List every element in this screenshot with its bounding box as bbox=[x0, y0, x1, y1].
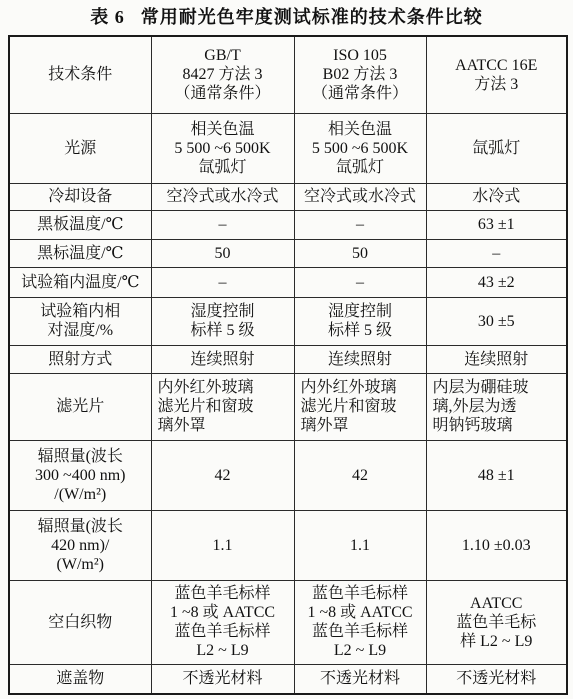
irradiation-mode-iso: 连续照射 bbox=[294, 345, 426, 373]
irradiance-420nm-aatcc: 1.10 ±0.03 bbox=[426, 510, 567, 580]
blank-fabric-iso: 蓝色羊毛标样 1 ~8 或 AATCC 蓝色羊毛标样 L2 ~ L9 bbox=[294, 580, 426, 664]
header-gbt-8427: GB/T 8427 方法 3 （通常条件） bbox=[151, 36, 294, 113]
chamber-temperature-aatcc: 43 ±2 bbox=[426, 267, 567, 297]
table-row-chamber-temperature bbox=[9, 267, 567, 297]
irradiance-300-400nm-aatcc: 48 ±1 bbox=[426, 440, 567, 510]
irradiance-420nm-gbt: 1.1 bbox=[151, 510, 294, 580]
blank-fabric-label: 空白织物 bbox=[9, 580, 151, 664]
light-source-aatcc: 氙弧灯 bbox=[426, 113, 567, 183]
irradiance-300-400nm-label: 辐照量(波长 300 ~400 nm) /(W/m²) bbox=[9, 440, 151, 510]
table-row-filter bbox=[9, 373, 567, 440]
black-panel-temperature-iso: – bbox=[294, 210, 426, 239]
chamber-temperature-label: 试验箱内温度/℃ bbox=[9, 267, 151, 297]
light-source-label: 光源 bbox=[9, 113, 151, 183]
black-standard-temperature-iso: 50 bbox=[294, 239, 426, 267]
cooling-equipment-aatcc: 水冷式 bbox=[426, 183, 567, 210]
chamber-humidity-label: 试验箱内相 对湿度/% bbox=[9, 297, 151, 345]
irradiance-300-400nm-gbt: 42 bbox=[151, 440, 294, 510]
chamber-temperature-gbt: – bbox=[151, 267, 294, 297]
table-row-irradiance-420nm bbox=[9, 510, 567, 580]
light-fastness-standards-table bbox=[8, 35, 568, 695]
blank-fabric-gbt: 蓝色羊毛标样 1 ~8 或 AATCC 蓝色羊毛标样 L2 ~ L9 bbox=[151, 580, 294, 664]
table-row-chamber-humidity bbox=[9, 297, 567, 345]
covering-aatcc: 不透光材料 bbox=[426, 664, 567, 694]
table-row-light-source bbox=[9, 113, 567, 183]
black-panel-temperature-label: 黑板温度/℃ bbox=[9, 210, 151, 239]
table-caption bbox=[0, 4, 573, 30]
irradiance-420nm-label: 辐照量(波长 420 nm)/ (W/m²) bbox=[9, 510, 151, 580]
filter-aatcc: 内层为硼硅玻 璃,外层为透 明钠钙玻璃 bbox=[426, 373, 567, 440]
cooling-equipment-gbt: 空冷式或水冷式 bbox=[151, 183, 294, 210]
table-row-cooling-equipment bbox=[9, 183, 567, 210]
filter-label: 滤光片 bbox=[9, 373, 151, 440]
black-panel-temperature-gbt: – bbox=[151, 210, 294, 239]
header-row bbox=[9, 36, 567, 113]
chamber-humidity-iso: 湿度控制 标样 5 级 bbox=[294, 297, 426, 345]
table-row-blank-fabric bbox=[9, 580, 567, 664]
table-title: 常用耐光色牢度测试标准的技术条件比较 bbox=[140, 7, 483, 27]
header-aatcc-16e: AATCC 16E 方法 3 bbox=[426, 36, 567, 113]
table-row-black-panel-temperature bbox=[9, 210, 567, 239]
filter-iso: 内外红外玻璃 滤光片和窗玻 璃外罩 bbox=[294, 373, 426, 440]
irradiance-420nm-iso: 1.1 bbox=[294, 510, 426, 580]
covering-gbt: 不透光材料 bbox=[151, 664, 294, 694]
cooling-equipment-label: 冷却设备 bbox=[9, 183, 151, 210]
chamber-temperature-iso: – bbox=[294, 267, 426, 297]
table-number: 表 6 bbox=[90, 7, 125, 27]
irradiance-300-400nm-iso: 42 bbox=[294, 440, 426, 510]
header-technical-conditions: 技术条件 bbox=[9, 36, 151, 113]
table-row-black-standard-temperature bbox=[9, 239, 567, 267]
cooling-equipment-iso: 空冷式或水冷式 bbox=[294, 183, 426, 210]
header-iso-105-b02: ISO 105 B02 方法 3 （通常条件） bbox=[294, 36, 426, 113]
covering-label: 遮盖物 bbox=[9, 664, 151, 694]
black-standard-temperature-aatcc: – bbox=[426, 239, 567, 267]
irradiation-mode-aatcc: 连续照射 bbox=[426, 345, 567, 373]
black-panel-temperature-aatcc: 63 ±1 bbox=[426, 210, 567, 239]
table-row-covering bbox=[9, 664, 567, 694]
light-source-gbt: 相关色温 5 500 ~6 500K 氙弧灯 bbox=[151, 113, 294, 183]
table-row-irradiance-300-400nm bbox=[9, 440, 567, 510]
blank-fabric-aatcc: AATCC 蓝色羊毛标 样 L2 ~ L9 bbox=[426, 580, 567, 664]
table-row-irradiation-mode bbox=[9, 345, 567, 373]
covering-iso: 不透光材料 bbox=[294, 664, 426, 694]
irradiation-mode-gbt: 连续照射 bbox=[151, 345, 294, 373]
black-standard-temperature-label: 黑标温度/℃ bbox=[9, 239, 151, 267]
chamber-humidity-aatcc: 30 ±5 bbox=[426, 297, 567, 345]
chamber-humidity-gbt: 湿度控制 标样 5 级 bbox=[151, 297, 294, 345]
irradiation-mode-label: 照射方式 bbox=[9, 345, 151, 373]
filter-gbt: 内外红外玻璃 滤光片和窗玻 璃外罩 bbox=[151, 373, 294, 440]
black-standard-temperature-gbt: 50 bbox=[151, 239, 294, 267]
light-source-iso: 相关色温 5 500 ~6 500K 氙弧灯 bbox=[294, 113, 426, 183]
